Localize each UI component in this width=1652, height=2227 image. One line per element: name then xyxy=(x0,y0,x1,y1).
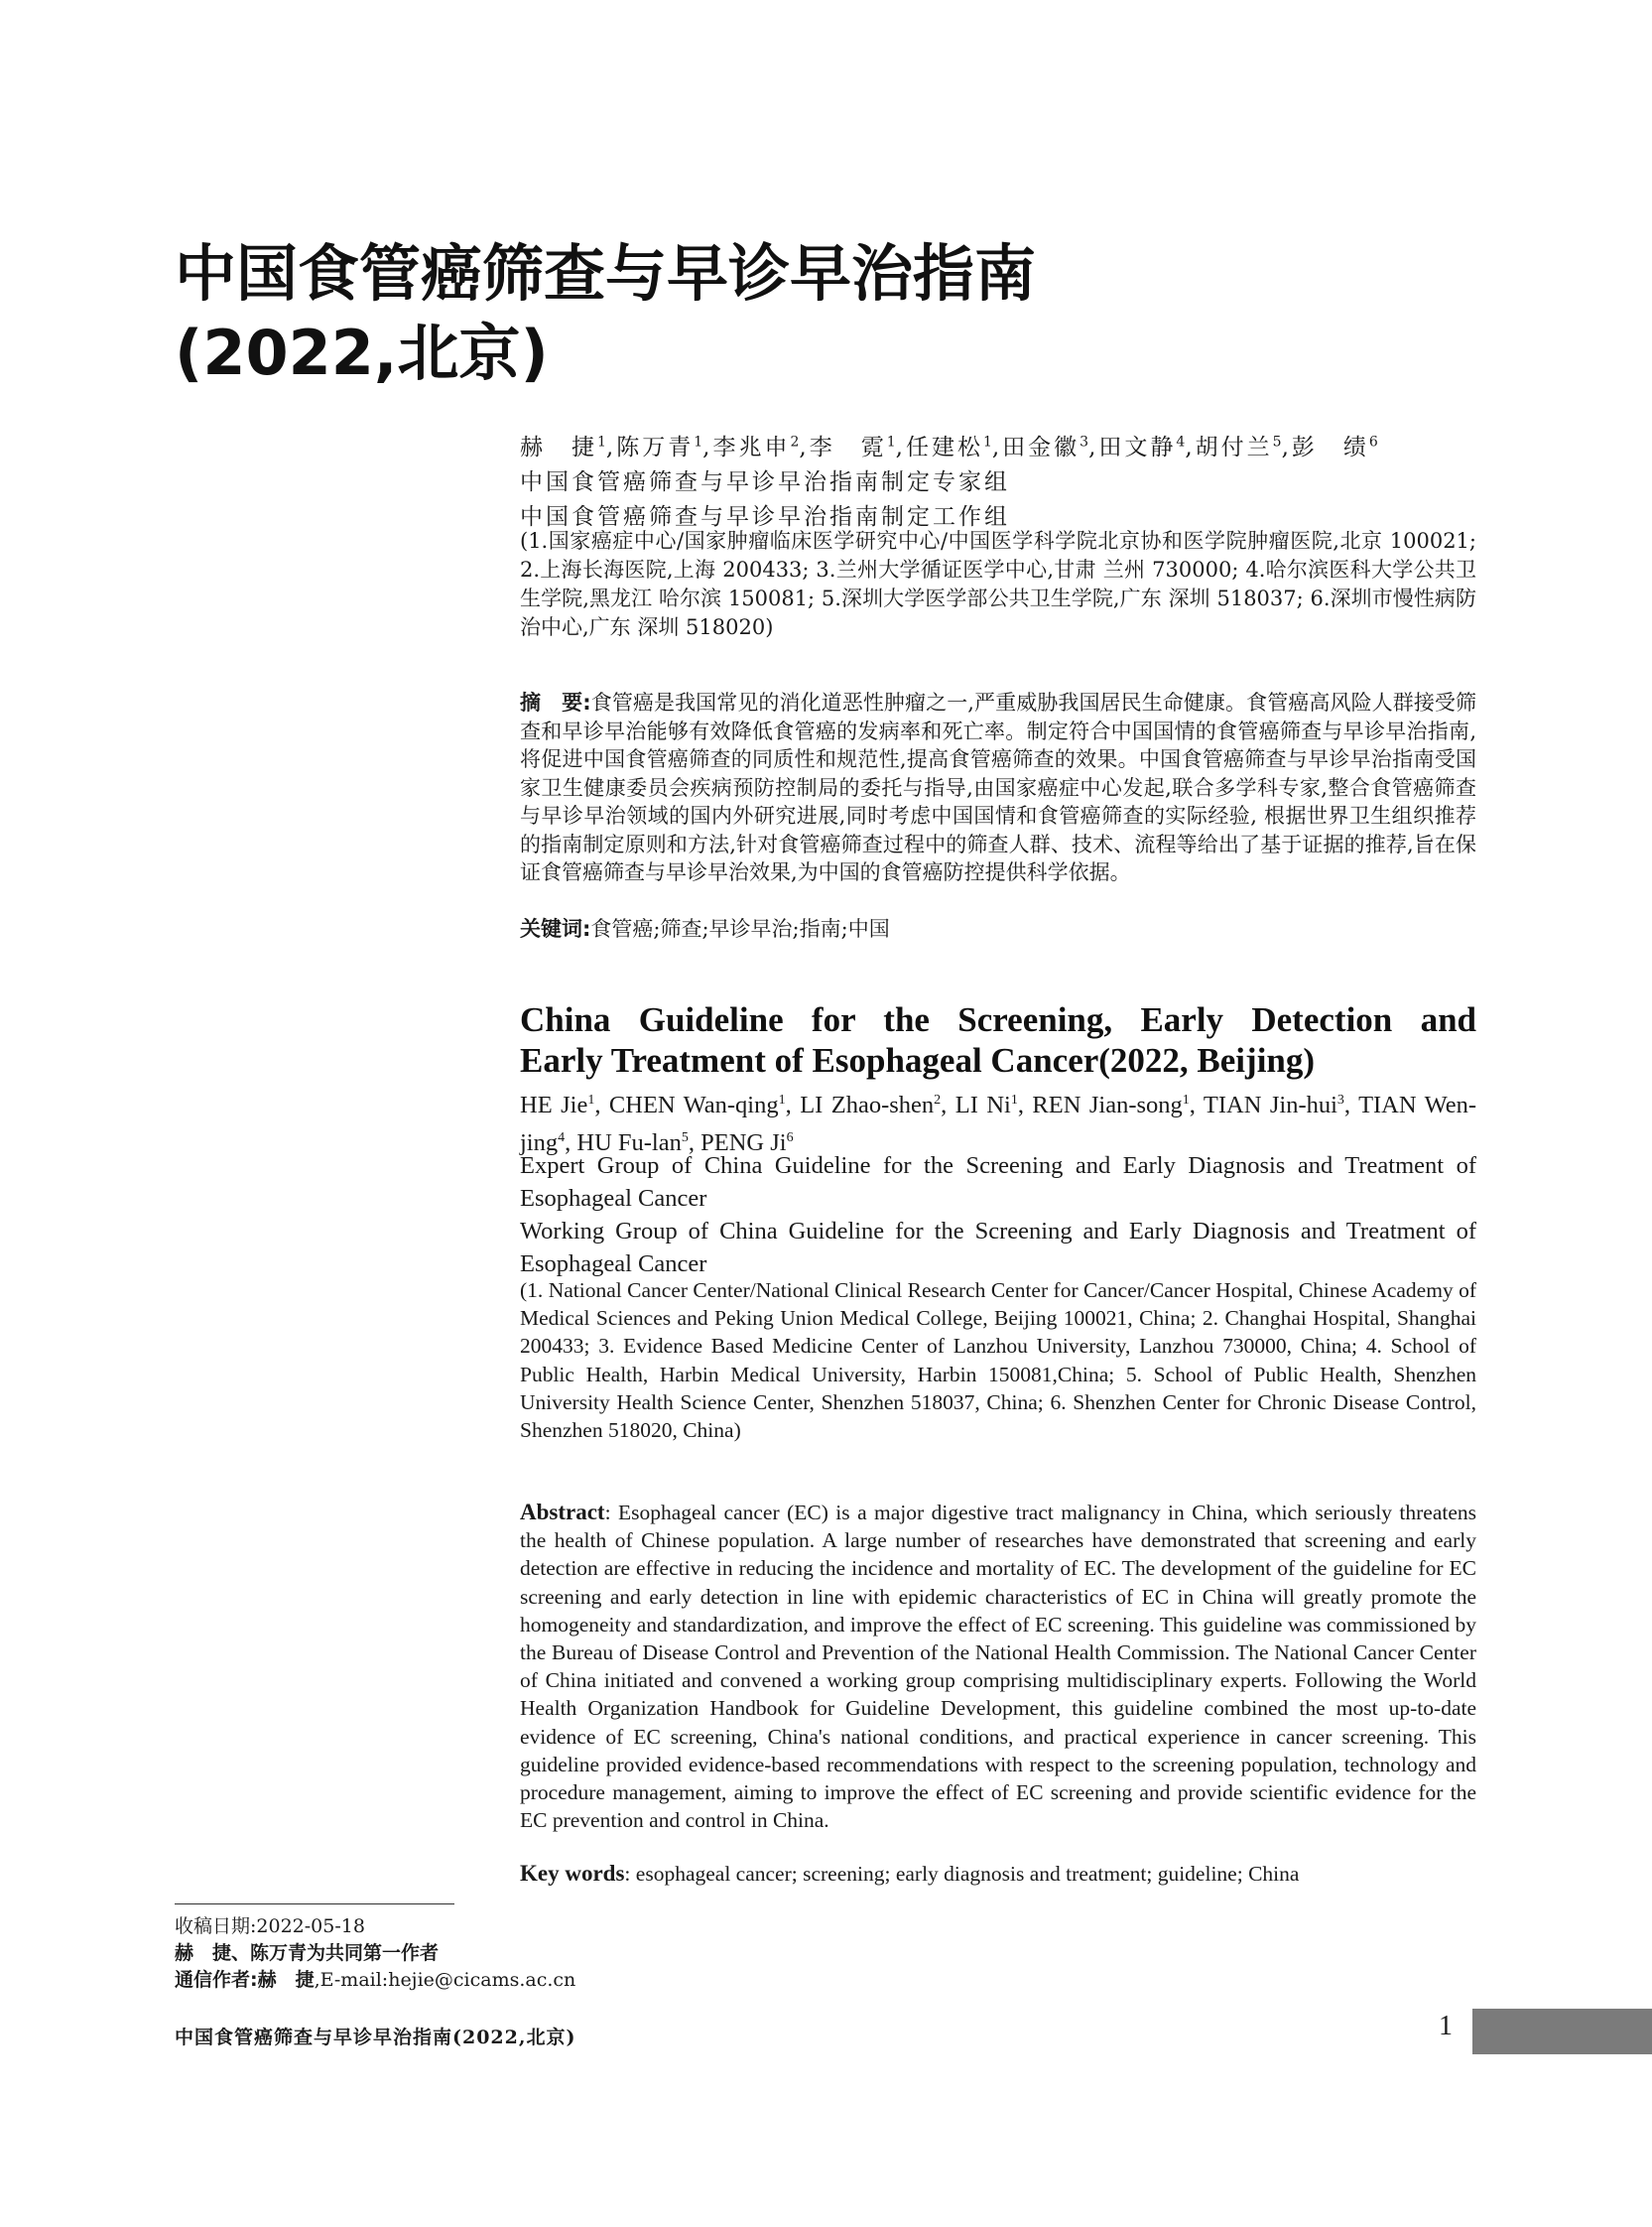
expert-group-en: Expert Group of China Guideline for the Screening and Early Diagnosis and Treatment of Esophageal Cancer xyxy=(520,1152,1476,1212)
page-number: 1 xyxy=(1439,2011,1453,2041)
corresponding-email: ,E-mail:hejie@cicams.ac.cn xyxy=(314,1969,576,1991)
co-first-author-note: 赫 捷、陈万青为共同第一作者 xyxy=(175,1942,440,1964)
affiliations-en: (1. National Cancer Center/National Clinical Research Center for Cancer/Cancer Hospital, Chinese Academy of Medical Sciences and Peking Union Medical College, Beijing 100021, China; 2. Changhai Hospital, Shanghai 200433; 3. Evidence Based Medicine Center of Lanzhou University, Lanzhou 730000, China; 4. School of Public Health, Harbin Medical University, Harbin 150081,China; 5. School of Public Health, Shenzhen University Health Science Center, Shenzhen 518037, China; 6. Shenzhen Center for Chronic Disease Control, Shenzhen 518020, China) xyxy=(520,1278,1476,1443)
author-en: HE Jie$^1$, xyxy=(520,1092,609,1119)
keywords-zh xyxy=(520,915,1476,944)
author-en: HU Fu-lan$^5$, xyxy=(576,1129,701,1157)
author-zh: 胡付兰$^5$, xyxy=(1195,434,1292,460)
affiliations-zh: (1.国家癌症中心/国家肿瘤临床医学研究中心/中国医学科学院北京协和医学院肿瘤医院,北京 100021; 2.上海长海医院,上海 200433; 3.兰州大学循证医学中心,甘肃 兰州 730000; 4.哈尔滨医科大学公共卫生学院,黑龙江 哈尔滨 150081; 5.深圳大学医学部公共卫生学院,广东 深圳 518037; 6.深圳市慢性病防治中心,广东 深圳 518020) xyxy=(520,529,1476,639)
title-en-line1: China Guideline for the Screening, Early Detection and xyxy=(520,1000,1476,1039)
author-en: REN Jian-song$^1$, xyxy=(1032,1092,1204,1119)
author-zh: 彭 绩$^6$ xyxy=(1291,434,1378,460)
corresponding-author-line xyxy=(175,1967,575,1994)
author-zh: 赫 捷$^1$, xyxy=(520,434,617,460)
author-zh: 陈万青$^1$, xyxy=(616,434,713,460)
author-en: PENG Ji$^6$ xyxy=(700,1129,794,1157)
author-en: LI Ni$^1$, xyxy=(954,1092,1033,1119)
authors-zh-block xyxy=(520,425,1476,535)
authors-zh xyxy=(520,425,1476,465)
working-group-en: Working Group of China Guideline for the Screening and Early Diagnosis and Treatment of Esophageal Cancer xyxy=(520,1218,1476,1277)
author-en: CHEN Wan-qing$^1$, xyxy=(608,1092,801,1119)
abstract-en-sep: : xyxy=(604,1501,619,1524)
abstract-en-label: Abstract xyxy=(520,1500,605,1524)
title-zh xyxy=(175,234,1036,393)
title-zh-line1: 中国食管癌筛查与早诊早治指南 xyxy=(175,237,1037,310)
title-en xyxy=(520,999,1476,1081)
footnote-rule xyxy=(175,1903,454,1904)
author-en: TIAN Wen-jing$^4$, xyxy=(520,1092,1477,1157)
abstract-zh xyxy=(520,689,1476,887)
author-zh: 任建松$^1$, xyxy=(905,434,1003,460)
keywords-en-text: esophageal cancer; screening; early diagnosis and treatment; guideline; China xyxy=(635,1862,1300,1886)
expert-group-zh: 中国食管癌筛查与早诊早治指南制定专家组 xyxy=(520,468,1010,495)
author-en: LI Zhao-shen$^2$, xyxy=(800,1092,955,1119)
author-zh: 李兆申$^2$, xyxy=(712,434,810,460)
author-zh: 田文静$^4$, xyxy=(1098,434,1196,460)
title-zh-line2: (2022,北京) xyxy=(175,317,549,389)
groups-en xyxy=(520,1149,1476,1280)
abstract-en xyxy=(520,1499,1476,1834)
abstract-zh-label: 摘 要: xyxy=(520,691,591,715)
keywords-zh-text: 食管癌;筛查;早诊早治;指南;中国 xyxy=(590,917,890,941)
keywords-en-label: Key words xyxy=(520,1861,625,1886)
abstract-en-text: Esophageal cancer (EC) is a major digestive tract malignancy in China, which seriously threatens the health of Chinese population. A large number of researches have demonstrated that screening and early detection are effective in reducing the incidence and mortality of EC. The development of the guideline for EC screening and early detection in line with epidemic characteristics of EC in China will greatly promote the homogeneity and standardization, and improve the effect of EC screening. This guideline was commissioned by the Bureau of Disease Control and Prevention of the National Health Commission. The National Cancer Center of China initiated and convened a working group comprising multidisciplinary experts. Following the World Health Organization Handbook for Guideline Development, this guideline combined the most up-to-date evidence of EC screening, China's national conditions, and practical experience in cancer screening. This guideline provided evidence-based recommendations with respect to the screening population, technology and procedure management, aiming to improve the effect of EC screening and provide scientific evidence for the EC prevention and control in China. xyxy=(520,1501,1476,1833)
received-label: 收稿日期: xyxy=(175,1915,257,1937)
keywords-en-sep: : xyxy=(624,1862,636,1886)
keywords-zh-label: 关键词: xyxy=(520,917,591,941)
footnotes xyxy=(175,1913,575,1994)
received-date: 2022-05-18 xyxy=(256,1915,365,1937)
corresponding-label: 通信作者: xyxy=(175,1969,258,1991)
corresponding-name: 赫 捷 xyxy=(257,1969,315,1991)
author-zh: 李 霓$^1$, xyxy=(809,434,906,460)
keywords-en xyxy=(520,1860,1476,1888)
abstract-zh-text: 食管癌是我国常见的消化道恶性肿瘤之一,严重威胁我国居民生命健康。食管癌高风险人群接受筛查和早诊早治能够有效降低食管癌的发病率和死亡率。制定符合中国国情的食管癌筛查与早诊早治指南,将促进中国食管癌筛查的同质性和规范性,提高食管癌筛查的效果。中国食管癌筛查与早诊早治指南受国家卫生健康委员会疾病预防控制局的委托与指导,由国家癌症中心发起,联合多学科专家,整合食管癌筛查与早诊早治领域的国内外研究进展,同时考虑中国国情和食管癌筛查的实际经验, 根据世界卫生组织推荐的指南制定原则和方法,针对食管癌筛查过程中的筛查人群、技术、流程等给出了基于证据的推荐,旨在保证食管癌筛查与早诊早治效果,为中国的食管癌防控提供科学依据。 xyxy=(520,691,1476,884)
received-date-line xyxy=(175,1913,575,1940)
authors-en xyxy=(520,1084,1476,1159)
author-zh: 田金徽$^3$, xyxy=(1002,434,1099,460)
running-title: 中国食管癌筛查与早诊早治指南(2022,北京) xyxy=(175,2027,576,2048)
title-en-line2: Early Treatment of Esophageal Cancer(2022, Beijing) xyxy=(520,1041,1316,1080)
working-group-zh: 中国食管癌筛查与早诊早治指南制定工作组 xyxy=(520,503,1010,530)
author-en: TIAN Jin-hui$^3$, xyxy=(1203,1092,1359,1119)
page-tab-marker xyxy=(1472,2009,1652,2054)
